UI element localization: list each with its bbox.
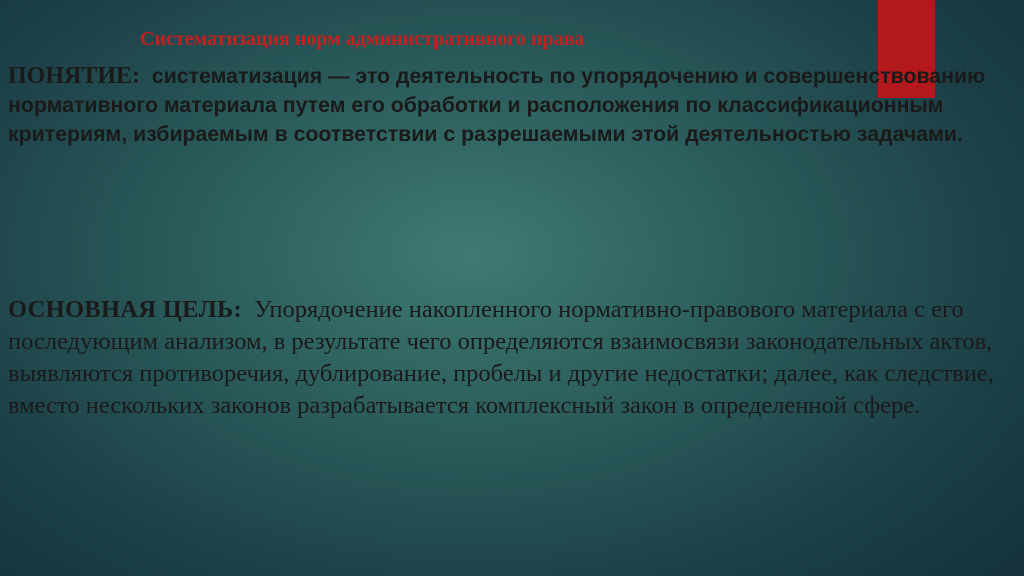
goal-text: Упорядочение накопленного нормативно-правового материала с его последующим анализом, в результате чего определяются взаимосвязи законодательных актов, выявляются противоречия, дублирование, пробелы и другие недостатки; далее, как следствие, вместо нескольких законов разрабатывается комплексный закон в определенной сфере. (8, 296, 994, 419)
definition-paragraph (8, 62, 1008, 149)
slide-title: Систематизация норм административного права (140, 28, 585, 50)
definition-text: систематизация — это деятельность по упорядочению и совершенствованию нормативного материала путем его обработки и расположения по классификационным критериям, избираемым в соответствии с разрешаемыми этой деятельностью задачами. (8, 64, 986, 146)
goal-paragraph (8, 294, 1016, 422)
definition-term: ПОНЯТИЕ: (8, 63, 141, 89)
goal-term: ОСНОВНАЯ ЦЕЛЬ: (8, 296, 242, 323)
